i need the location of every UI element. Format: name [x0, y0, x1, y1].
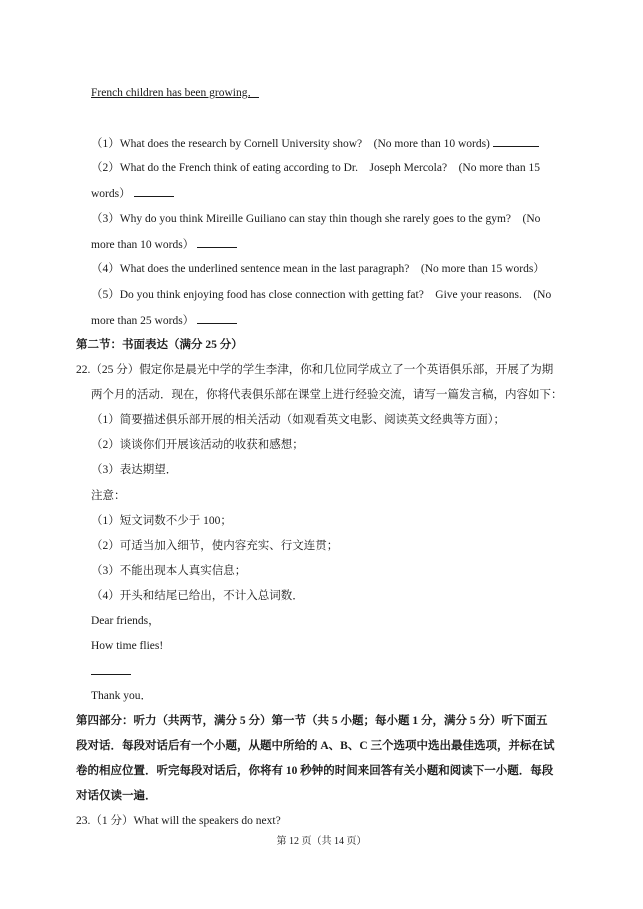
question-22-item-2: （2）谈谈你们开展该活动的收获和感想；	[91, 439, 304, 451]
question-3-line-2	[91, 237, 237, 252]
question-3-line-1: （3）Why do you think Mireille Guiliano can stay thin though she rarely goes to the gym? (No	[91, 213, 541, 225]
question-2-text-end: words）	[91, 188, 131, 200]
part-4-line-3: 卷的相应位置．听完每段对话后，你将有 10 秒钟的时间来回答有关小题和阅读下一小题．每段	[76, 765, 554, 777]
question-3-text-end: more than 10 words）	[91, 239, 195, 251]
letter-closing: Thank you．	[91, 690, 153, 702]
question-5-line-2	[91, 313, 237, 328]
question-2-line-1: （2）What do the French think of eating according to Dr. Joseph Mercola? (No more than 15	[91, 162, 541, 174]
part-4-line-4: 对话仅读一遍．	[76, 790, 157, 802]
question-4: （4）What does the underlined sentence mean in the last paragraph? (No more than 15 words）	[91, 263, 545, 275]
section-2-heading: 第二节：书面表达（满分 25 分）	[76, 339, 243, 351]
note-4: （4）开头和结尾已给出，不计入总词数．	[91, 590, 304, 602]
question-22-line-1: 22.（25 分）假定你是晨光中学的学生李津，你和几位同学成立了一个英语俱乐部，开展了为期	[76, 364, 554, 376]
question-5-line-1: （5）Do you think enjoying food has close connection with getting fat? Give your reasons. (No	[91, 289, 552, 301]
essay-answer-blank[interactable]	[91, 664, 131, 675]
letter-greeting: Dear friends，	[91, 615, 160, 627]
note-label: 注意：	[91, 490, 126, 502]
passage-end-text: French children has been growing．	[91, 87, 259, 99]
page-footer: 第 12 页（共 14 页）	[276, 836, 367, 847]
question-5-text-end: more than 25 words）	[91, 315, 195, 327]
answer-blank-2[interactable]	[134, 186, 174, 197]
question-1	[91, 136, 539, 151]
note-3: （3）不能出现本人真实信息；	[91, 565, 247, 577]
question-2-line-2	[91, 186, 174, 201]
question-22-item-1: （1）简要描述俱乐部开展的相关活动（如观看英文电影、阅读英文经典等方面）；	[91, 414, 505, 426]
question-23: 23.（1 分）What will the speakers do next?	[76, 815, 281, 827]
part-4-line-1: 第四部分：听力（共两节，满分 5 分）第一节（共 5 小题；每小题 1 分，满分 5 分）听下面五	[76, 715, 548, 727]
letter-opening: How time flies!	[91, 640, 164, 652]
note-2: （2）可适当加入细节，使内容充实、行文连贯；	[91, 540, 339, 552]
question-22-line-2: 两个月的活动．现在，你将代表俱乐部在课堂上进行经验交流，请写一篇发言稿，内容如下：	[91, 389, 563, 401]
answer-blank-1[interactable]	[493, 136, 539, 147]
answer-blank-5[interactable]	[197, 313, 237, 324]
question-22-item-3: （3）表达期望．	[91, 464, 178, 476]
part-4-line-2: 段对话．每段对话后有一个小题，从题中所给的 A、B、C 三个选项中选出最佳选项，并标在试	[76, 740, 555, 752]
question-1-text: （1）What does the research by Cornell University show? (No more than 10 words)	[91, 138, 490, 150]
letter-body-blank[interactable]	[91, 664, 131, 679]
note-1: （1）短文词数不少于 100；	[91, 515, 232, 527]
answer-blank-3[interactable]	[197, 237, 237, 248]
